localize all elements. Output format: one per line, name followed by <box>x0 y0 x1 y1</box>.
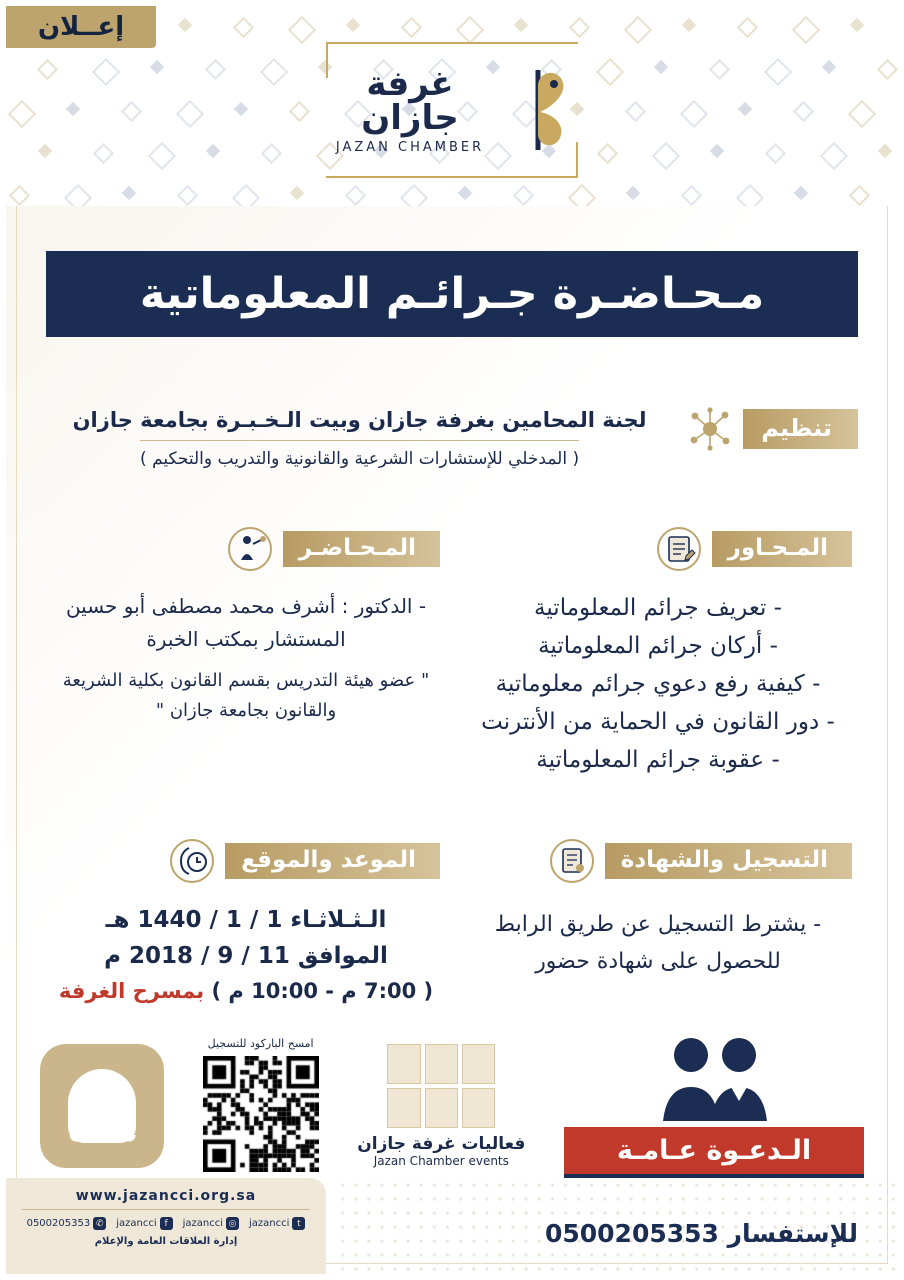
events-tile <box>462 1044 495 1084</box>
registration-section <box>452 838 864 1009</box>
social-whatsapp[interactable] <box>27 1217 107 1230</box>
social-twitter[interactable] <box>249 1217 305 1230</box>
invitation-banner: الـدعـوة عـامـة <box>564 1127 864 1178</box>
website-url[interactable]: www.jazancci.org.sa <box>22 1188 310 1210</box>
organizer-line-2: ( المدخلي للإستشارات الشرعية والقانونية والتدريب والتحكيم ) <box>140 440 579 469</box>
qr-code[interactable] <box>203 1056 319 1172</box>
people-icon <box>564 1035 864 1121</box>
footer-card <box>6 1178 326 1274</box>
events-tile <box>387 1044 420 1084</box>
datetime-details <box>52 902 440 1009</box>
events-tile <box>425 1088 458 1128</box>
event-venue: بمسرح الغرفة <box>58 979 205 1004</box>
registration-line-1: - يشترط التسجيل عن طريق الرابط <box>494 911 822 937</box>
poster-header <box>6 6 898 206</box>
organizer-text <box>46 406 673 469</box>
event-time: ( 7:00 م - 10:00 م ) <box>211 979 434 1004</box>
speaker-badge-label: المـحـاضـر <box>283 531 440 567</box>
qr-caption: امسح الباركود للتسجيل <box>207 1036 314 1050</box>
topic-item: - تعريف جرائم المعلوماتية <box>534 595 782 621</box>
logo-title-ar: غرفة جازان <box>361 63 459 138</box>
row-registration-datetime <box>40 838 864 1009</box>
time-venue-line <box>52 975 440 1009</box>
events-tile <box>425 1044 458 1084</box>
speaker-presenter-icon <box>227 526 273 572</box>
logo-mark-icon <box>508 62 582 158</box>
topics-list <box>464 590 852 780</box>
poster-footer <box>6 1178 898 1274</box>
registration-header <box>464 838 852 884</box>
registration-line-2: للحصول على شهادة حضور <box>535 949 781 975</box>
social-handle: jazancci <box>249 1218 290 1229</box>
events-title-en: Jazan Chamber events <box>373 1154 509 1168</box>
topic-item: - عقوبة جرائم المعلوماتية <box>536 746 780 773</box>
topics-badge-label: المـحـاور <box>712 531 852 567</box>
page-title: مـحـاضـرة جـرائـم المعلوماتية <box>46 251 858 337</box>
contact-number: للإستفسار 0500205353 <box>544 1219 858 1248</box>
content-columns <box>40 526 864 1009</box>
organizer-section <box>46 406 858 469</box>
events-logo <box>357 1044 525 1168</box>
speaker-role: المستشار بمكتب الخبرة <box>146 627 346 651</box>
whatsapp-icon: ✆ <box>93 1217 106 1230</box>
invitation-block <box>564 1035 864 1178</box>
logo-title-en: JAZAN CHAMBER <box>335 139 485 155</box>
events-tile <box>387 1088 420 1128</box>
certificate-icon <box>549 838 595 884</box>
department-name: إدارة العلاقات العامة والإعلام <box>94 1236 238 1247</box>
twitter-icon: t <box>292 1217 305 1230</box>
document-edit-icon <box>656 526 702 572</box>
date-hijri: الـثـلاثـاء 1 / 1 / 1440 هـ <box>105 906 387 933</box>
registration-text <box>464 906 852 981</box>
registration-badge-label: التسجيل والشهادة <box>605 843 852 879</box>
row-topics-speaker <box>40 526 864 780</box>
events-tile <box>462 1088 495 1128</box>
datetime-header <box>52 838 440 884</box>
date-gregorian: الموافق 11 / 9 / 2018 م <box>104 943 388 970</box>
network-icon <box>687 406 733 452</box>
qr-block[interactable] <box>203 1037 319 1176</box>
ad-tag: إعــلان <box>6 6 156 48</box>
topic-item: - دور القانون في الحماية من الأنترنت <box>481 708 835 735</box>
organizer-line-1: لجنة المحامين بغرفة جازان وبيت الـخـبـرة بجامعة جازان <box>72 408 647 432</box>
events-icon-grid <box>387 1044 495 1128</box>
instagram-icon: ◎ <box>226 1217 239 1230</box>
speaker-quote: " عضو هيئة التدريس بقسم القانون بكلية الشريعة والقانون بجامعة جازان " <box>62 670 430 721</box>
speaker-name: - الدكتور : أشرف محمد مصطفى أبو حسين <box>65 594 427 618</box>
events-title-ar: فعاليات غرفة جازان <box>357 1134 526 1154</box>
facebook-icon: f <box>160 1217 173 1230</box>
datetime-badge-label: الموعد والموقع <box>225 843 440 879</box>
speaker-header <box>52 526 440 572</box>
social-facebook[interactable] <box>116 1217 172 1230</box>
topics-section <box>452 526 864 780</box>
speaker-details <box>52 590 440 725</box>
social-handle: jazancci <box>116 1218 157 1229</box>
topics-header <box>464 526 852 572</box>
clock-location-icon <box>169 838 215 884</box>
snapchat-code[interactable] <box>40 1044 164 1168</box>
speaker-section <box>40 526 452 780</box>
topic-item: - كيفية رفع دعوي جرائم معلوماتية <box>495 670 821 697</box>
social-links <box>22 1217 310 1230</box>
social-instagram[interactable] <box>183 1217 239 1230</box>
organizer-badge <box>687 406 858 452</box>
media-row <box>40 1016 864 1196</box>
datetime-section <box>40 838 452 1009</box>
organizer-badge-label: تنظيم <box>743 409 858 449</box>
chamber-logo <box>322 42 582 178</box>
social-handle: 0500205353 <box>26 1218 91 1229</box>
snapchat-icon <box>68 1069 136 1143</box>
topic-item: - أركان جرائم المعلوماتية <box>538 632 778 659</box>
social-handle: jazancci <box>182 1218 224 1229</box>
